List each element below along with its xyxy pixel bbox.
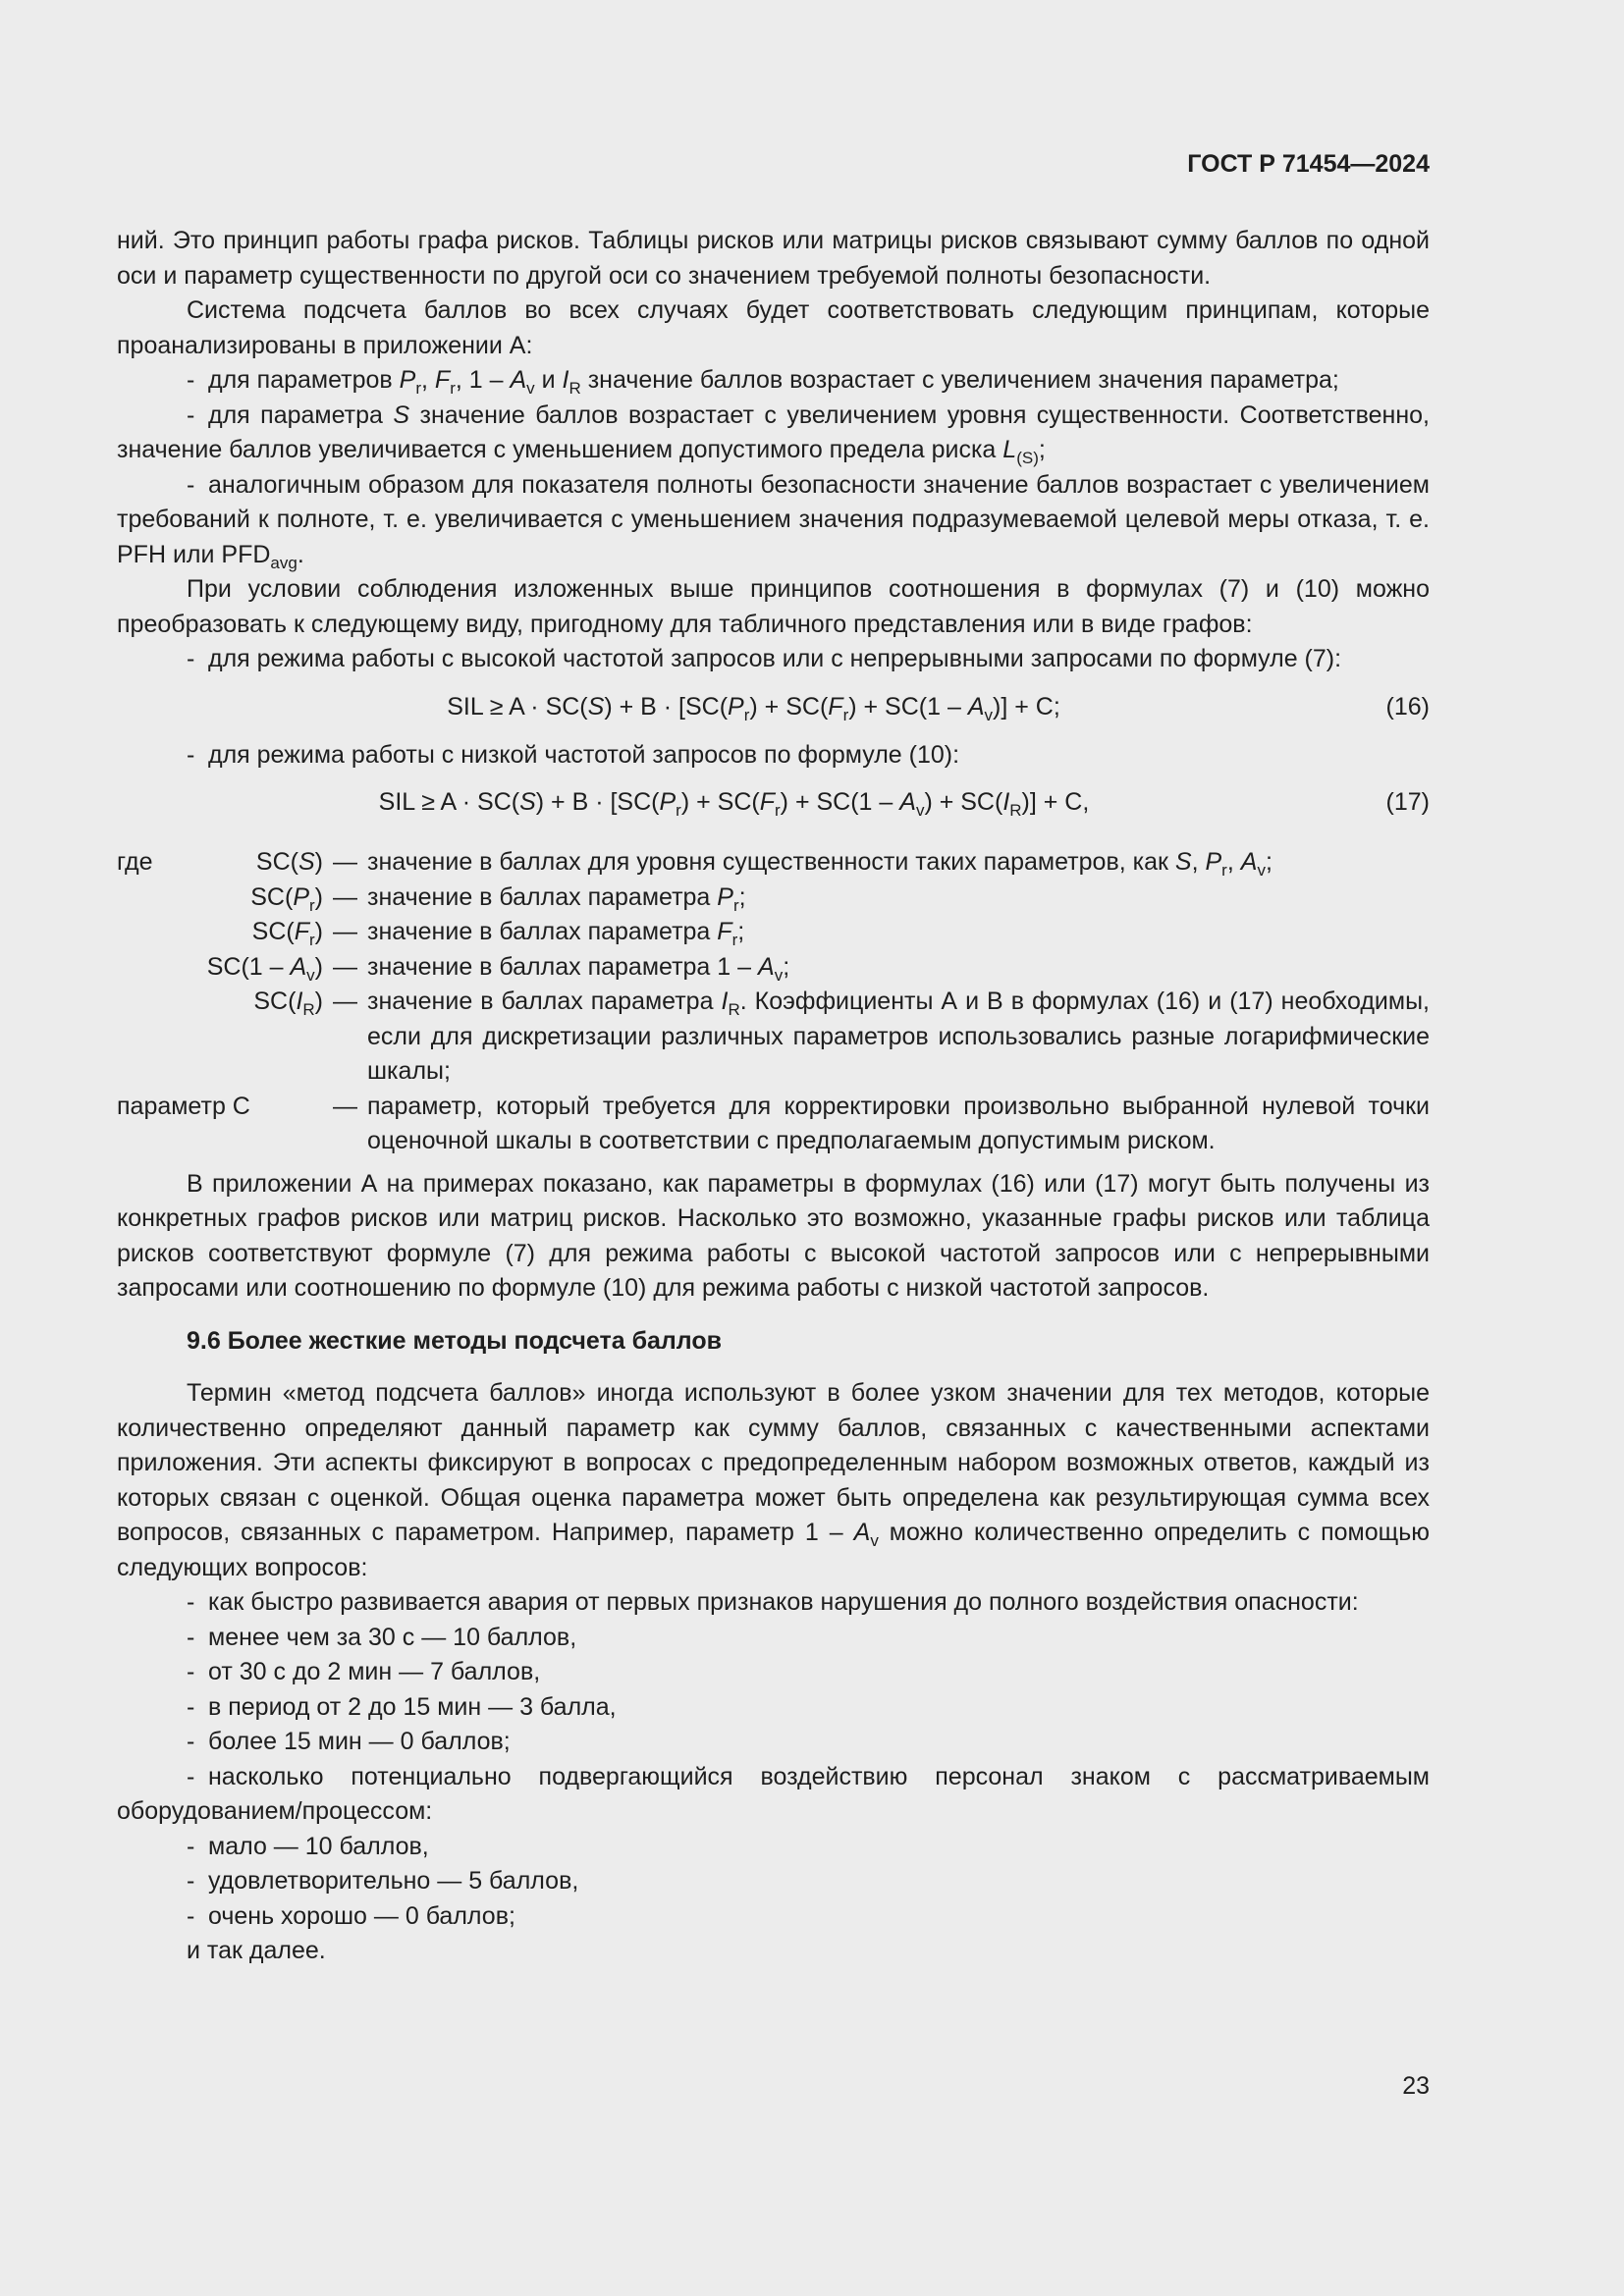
legend-dash: — [333,988,357,1015]
paragraph-conditions: При условии соблюдения изложенных выше принципов соотношения в формулах (7) и (10) можно преобразовать к следующему виду, пригодному для табличного представления или в виде графов: [117,575,1430,638]
bullet-low-demand: - для режима работы с низкой частотой запросов по формуле (10): [187,740,960,769]
answer-item: - более 15 мин — 0 баллов; [187,1728,511,1755]
legend-description: значение в баллах параметра $1 - A_v$; [367,952,790,985]
paragraph-continuation: ний. Это принцип работы графа рисков. Таблицы рисков или матрицы рисков связывают сумму баллов по одной оси и параметр существенности по другой оси со значением требуемой полноты безопасности. [117,227,1430,290]
formula-17-body: SIL ≥ $A \cdot SC(S) + B \cdot [SC(P_r) + SC(F_r) + SC(1 - A_v) + SC(I_R)] + C$, [378,788,1090,821]
answer-item: - от 30 с до 2 мин — 7 баллов, [187,1658,541,1685]
formula-16 [117,677,1430,738]
answer-item: - менее чем за 30 с — 10 баллов, [187,1623,577,1651]
legend-description: значение в баллах параметра $F_r$; [367,918,745,949]
formula-17-number: (17) [1385,788,1430,817]
legend-dash: — [333,918,357,945]
answer-item: - очень хорошо — 0 баллов; [187,1901,515,1930]
legend-term: параметр С [117,1092,250,1120]
bullet-safety-integrity: - аналогичным образом для показателя полноты безопасности значение баллов возрастает с увеличением требований к полноте, т. е. увеличивается с уменьшением значения подразумеваемой целевой меры отказа, т. е. PFH или $PFD_{avg}$. [117,470,1430,572]
bullet-parameter-s: - для параметра S значение баллов возрастает с увеличением уровня существенности. Соответственно, значение баллов увеличивается с уменьшением допустимого предела риска $L_{(S)}$; [117,400,1431,467]
question-personnel-familiarity: - насколько потенциально подвергающийся воздействию персонал знаком с рассматриваемым оборудованием/процессом: [117,1762,1430,1825]
section-heading: 9.6 Более жесткие методы подсчета баллов [187,1326,722,1355]
legend-row [117,985,1430,1090]
paragraph-scoring-term: Термин «метод подсчета баллов» иногда используют в более узком значении для тех методов, которые количественно определяют данный параметр как сумму баллов, связанных с качественными аспектами приложения. Эти аспекты фиксируют в вопросах с предопределенным набором возможных ответов, каждый из которых связан с оценкой. Общая оценка параметра может быть определена как результирующая сумма всех вопросов, связанных с параметром. Например, параметр $1 - A_v$ можно количественно определить с помощью следующих вопросов: [117,1379,1430,1581]
legend-description: значение в баллах параметра $P_r$; [367,882,746,915]
legend-row [117,1090,1430,1159]
question-accident-speed: - как быстро развивается авария от первых признаков нарушения до полного воздействия опасности: [187,1588,1359,1616]
standard-header: ГОСТ Р 71454—2024 [1187,150,1430,178]
legend-dash: — [333,848,357,876]
legend-row [117,915,1430,950]
legend-row [117,950,1430,986]
legend-row [117,845,1430,881]
bullet-parameters: - для параметров $P_r$, $F_r$, $1 - A_v$ и $I_R$ значение баллов возрастает с увеличением значения параметра; [187,366,1339,398]
legend-term: $SC(1 - A_v)$ [206,952,323,985]
legend-row [117,881,1430,916]
legend-where: где [117,848,153,876]
closing-line: и так далее. [187,1937,326,1964]
legend-term: $SC(F_r)$ [251,918,323,949]
formula-16-body: SIL ≥ $A \cdot SC(S) + B \cdot [SC(P_r) + SC(F_r) + SC(1 - A_v)] + C$; [447,692,1060,724]
formula-17 [117,773,1430,833]
paragraph-principles: Система подсчета баллов во всех случаях будет соответствовать следующим принципам, которые проанализированы в приложении А: [117,296,1430,359]
legend-description: значение в баллах для уровня существенности таких параметров, как S, $P_r$, $A_v$; [367,848,1272,880]
legend-dash: — [333,952,357,981]
legend-term: $SC(I_R)$ [253,988,323,1019]
legend-term: SC(S) [255,848,323,876]
legend-dash: — [333,882,357,911]
legend-dash: — [333,1092,357,1120]
legend-term: $SC(P_r)$ [250,882,323,915]
legend-description: значение в баллах параметра $I_R$. Коэффициенты А и В в формулах (16) и (17) необходимы, если для дискретизации различных параметров использовались разные логарифмические шкалы; [367,988,1430,1085]
answer-item: - в период от 2 до 15 мин — 3 балла, [187,1692,617,1721]
formula-legend [117,845,1430,1159]
answer-item: - мало — 10 баллов, [187,1832,429,1860]
paragraph-appendix-examples: В приложении А на примерах показано, как параметры в формулах (16) или (17) могут быть получены из конкретных графов рисков или матриц рисков. Насколько это возможно, указанные графы рисков или таблица рисков соответствуют формуле (7) для режима работы с высокой частотой запросов или с непрерывными запросами или соотношению по формуле (10) для режима работы с низкой частотой запросов. [117,1169,1430,1302]
answer-item: - удовлетворительно — 5 баллов, [187,1867,579,1895]
bullet-high-demand: - для режима работы с высокой частотой запросов или с непрерывными запросами по формуле (7): [187,645,1342,672]
page-number: 23 [1402,2072,1430,2100]
formula-16-number: (16) [1385,692,1430,721]
legend-description: параметр, который требуется для корректировки произвольно выбранной нулевой точки оценочной шкалы в соответствии с предполагаемым допустимым риском. [367,1092,1430,1154]
page-content [117,224,1430,1969]
